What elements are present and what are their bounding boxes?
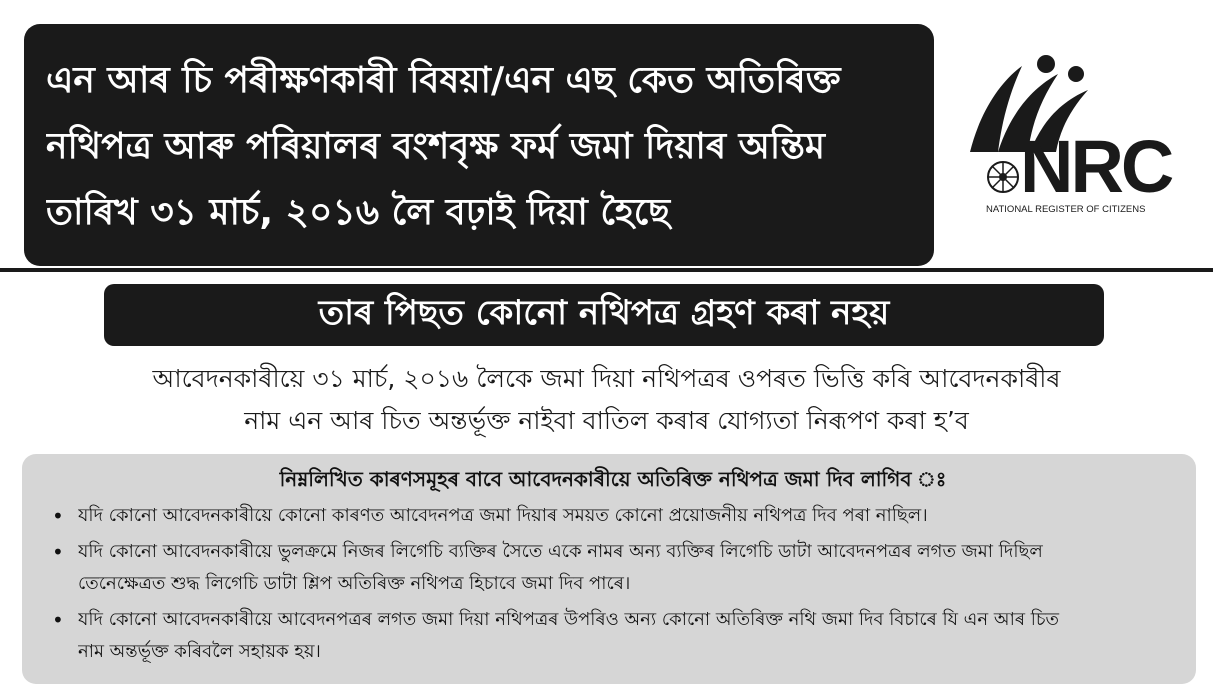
list-item-text: যদি কোনো আবেদনকাৰীয়ে আবেদনপত্ৰৰ লগত জমা দিয়া নথিপত্ৰৰ উপৰিও অন্য কোনো অতিৰিক্ত নথি জমা দিব বিচাৰে যি এন আৰ চিত — [78, 609, 1060, 630]
intro-line-2: নাম এন আৰ চিত অন্তৰ্ভূক্ত নাইবা বাতিল কৰাৰ যোগ্যতা নিৰূপণ কৰা হ’ব — [244, 406, 969, 435]
headline-line-1: এন আৰ চি পৰীক্ষণকাৰী বিষয়া/এন এছ কেত অতিৰিক্ত — [46, 60, 841, 101]
nrc-logo — [950, 52, 1190, 220]
bullet-icon: • — [52, 608, 64, 632]
nrc-logo-caption: NATIONAL REGISTER OF CITIZENS — [986, 204, 1146, 215]
list-item-text-continued: তেনেক্ষেত্ৰত শুদ্ধ লিগেচি ডাটা শ্লিপ অতিৰিক্ত নথিপত্ৰ হিচাবে জমা দিব পাৰে। — [78, 573, 631, 594]
header-section — [0, 0, 1213, 272]
list-item-text-continued: নাম অন্তৰ্ভূক্ত কৰিবলৈ সহায়ক হয়। — [78, 641, 321, 662]
bullet-icon: • — [52, 540, 64, 564]
intro-paragraph — [20, 358, 1193, 442]
section-divider — [0, 268, 1213, 272]
reasons-title: নিম্নলিখিত কাৰণসমূহৰ বাবে আবেদনকাৰীয়ে অতিৰিক্ত নথিপত্ৰ জমা দিব লাগিব ঃ — [279, 467, 947, 491]
headline-line-3: তাৰিখ ৩১ মাৰ্চ, ২০১৬ লৈ বঢ়াই দিয়া হৈছে — [46, 192, 671, 233]
list-item-text: যদি কোনো আবেদনকাৰীয়ে ভুলক্ৰমে নিজৰ লিগেচি ব্যক্তিৰ সৈতে একে নামৰ অন্য ব্যক্তিৰ লিগেচি ডাটা আবেদনপত্ৰৰ লগত জমা দিছিল — [78, 541, 1043, 562]
ashoka-seal-icon — [986, 160, 1020, 198]
deadline-notice-text: তাৰ পিছত কোনো নথিপত্ৰ গ্ৰহণ কৰা নহয় — [318, 292, 890, 333]
headline-box — [24, 24, 934, 266]
list-item-text: যদি কোনো আবেদনকাৰীয়ে কোনো কাৰণত আবেদনপত্ৰ জমা দিয়াৰ সময়ত কোনো প্ৰয়োজনীয় নথিপত্ৰ দিব পৰা নাছিল। — [78, 505, 928, 526]
list-item — [48, 500, 1178, 532]
bullet-icon: • — [52, 504, 64, 528]
list-item — [48, 604, 1178, 668]
list-item — [48, 536, 1178, 600]
nrc-wordmark: NRC — [1020, 125, 1172, 208]
headline-line-2: নথিপত্ৰ আৰু পৰিয়ালৰ বংশবৃক্ষ ফৰ্ম জমা দিয়াৰ অন্তিম — [46, 126, 825, 167]
reasons-panel — [22, 454, 1196, 684]
deadline-notice-banner — [104, 284, 1104, 346]
intro-line-1: আবেদনকাৰীয়ে ৩১ মাৰ্চ, ২০১৬ লৈকে জমা দিয়া নথিপত্ৰৰ ওপৰত ভিত্তি কৰি আবেদনকাৰীৰ — [152, 364, 1061, 393]
